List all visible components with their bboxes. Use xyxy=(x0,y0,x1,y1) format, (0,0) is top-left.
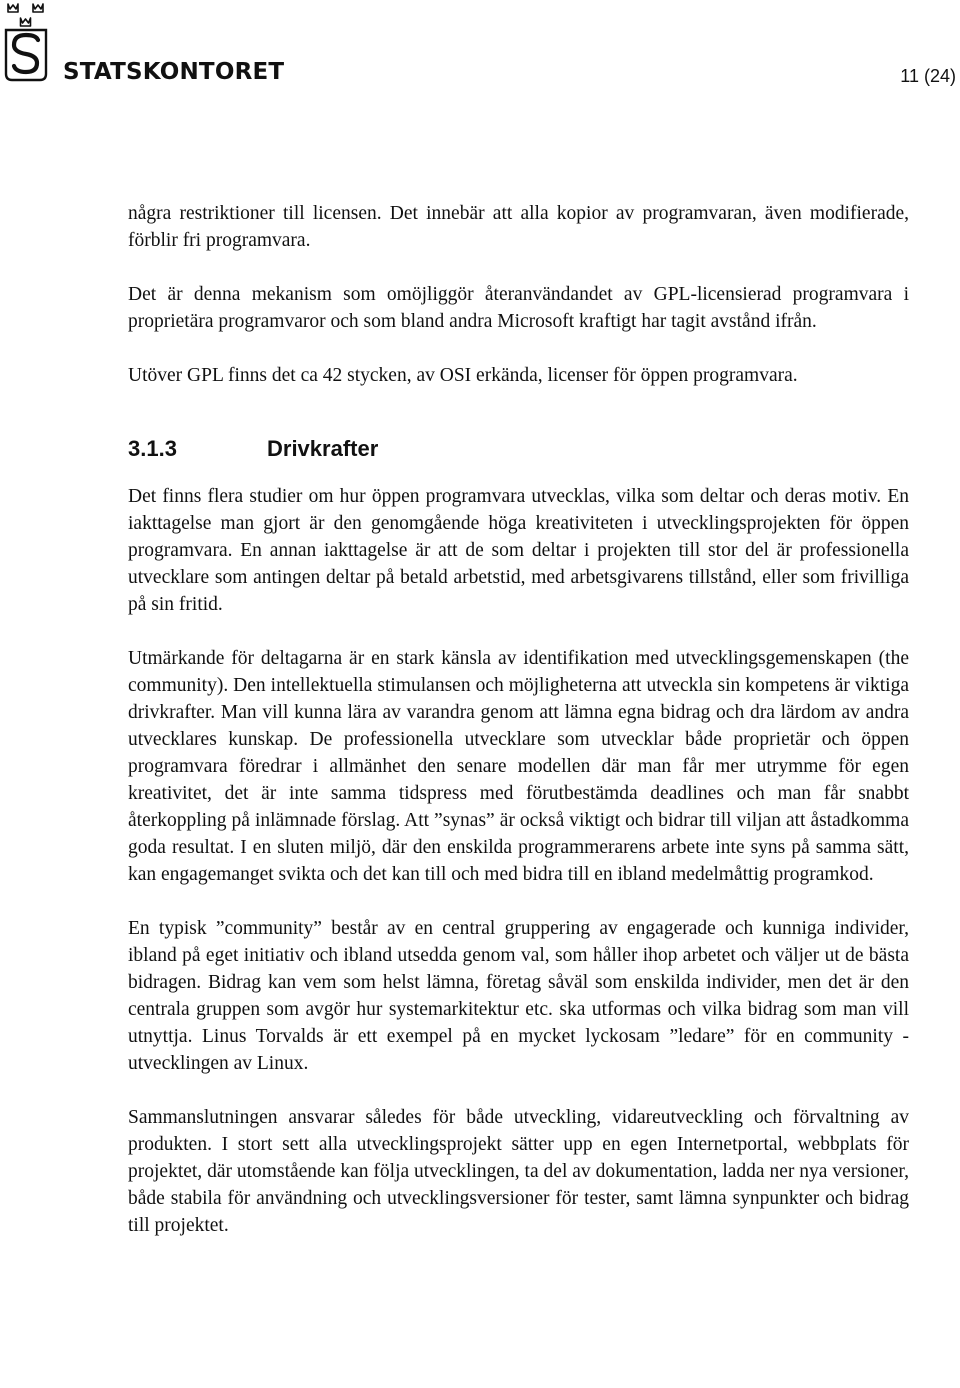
page-header xyxy=(0,0,960,100)
document-body xyxy=(128,200,909,1239)
paragraph: några restriktioner till licensen. Det innebär att alla kopior av programvaran, även modifierade, förblir fri programvara. xyxy=(128,203,909,251)
brand-name: STATSKONTORET xyxy=(63,59,285,85)
paragraph: Sammanslutningen ansvarar således för både utveckling, vidareutveckling och förvaltning av produkten. I stort sett alla utvecklingsprojekt sätter upp en egen Internetportal, webbplats för projektet, där utomstående kan följa utvecklingen, ta del av dokumentation, ladda ner nya versioner, både stabila för användning och utvecklingsversioner för tester, samt lämna synpunkter och bidrag till projektet. xyxy=(128,1107,909,1236)
paragraph: Utmärkande för deltagarna är en stark känsla av identifikation med utvecklingsgemenskapen (the community). Den intellektuella stimulansen och möjligheterna att utveckla sin kompetens är viktiga drivkrafter. Man vill kunna lära av varandra genom att lämna egna bidrag och dra lärdom av andra utvecklares kunskap. De professionella utvecklare som utvecklar både proprietär och öppen programvara föredrar i allmänhet den senare modellen där man får mer utrymme för egen kreativitet, det är inte samma tidspress med förutbestämda deadlines och man får snabbt återkoppling på inlämnade förslag. Att ”synas” är också viktigt och bidrar till viljan att åstadkomma goda resultat. I en sluten miljö, där den enskilda programmerarens arbete inte syns på samma sätt, kan engagemanget svikta och det kan till och med bidra till en ibland medelmåttig programkod. xyxy=(128,648,909,885)
paragraph: Det finns flera studier om hur öppen programvara utvecklas, vilka som deltar och deras motiv. En iakttagelse man gjort är den genomgående höga kreativiteten i utvecklingsprojekten för öppen programvara. En annan iakttagelse är att de som deltar i projekten till stor del är professionella utvecklare som antingen deltar på betald arbetstid, med arbetsgivarens tillstånd, eller som frivilliga på sin fritid. xyxy=(128,486,909,615)
section-heading xyxy=(128,436,909,466)
paragraph: Det är denna mekanism som omöjliggör återanvändandet av GPL-licensierad programvara i proprietära programvaror och som bland andra Microsoft kraftigt har tagit avstånd ifrån. xyxy=(128,284,909,332)
paragraph: Utöver GPL finns det ca 42 stycken, av OSI erkända, licenser för öppen programvara. xyxy=(128,365,798,386)
page-number: 11 (24) xyxy=(900,66,956,86)
section-title: Drivkrafter xyxy=(267,436,379,461)
section-number: 3.1.3 xyxy=(128,436,177,461)
statskontoret-logo-icon xyxy=(2,0,50,82)
paragraph: En typisk ”community” består av en central gruppering av engagerade och kunniga individer, ibland på eget initiativ och ibland utsedda genom val, som håller ihop arbetet och väljer ut de bästa bidragen. Bidrag kan vem som helst lämna, företag såväl som enskilda individer, men det är den centrala gruppen som avgör hur systemarkitektur etc. ska utformas och vilka bidrag som man vill utnyttja. Linus Torvalds är ett exempel på en mycket lyckosam ”ledare” för en community - utvecklingen av Linux. xyxy=(128,918,909,1074)
